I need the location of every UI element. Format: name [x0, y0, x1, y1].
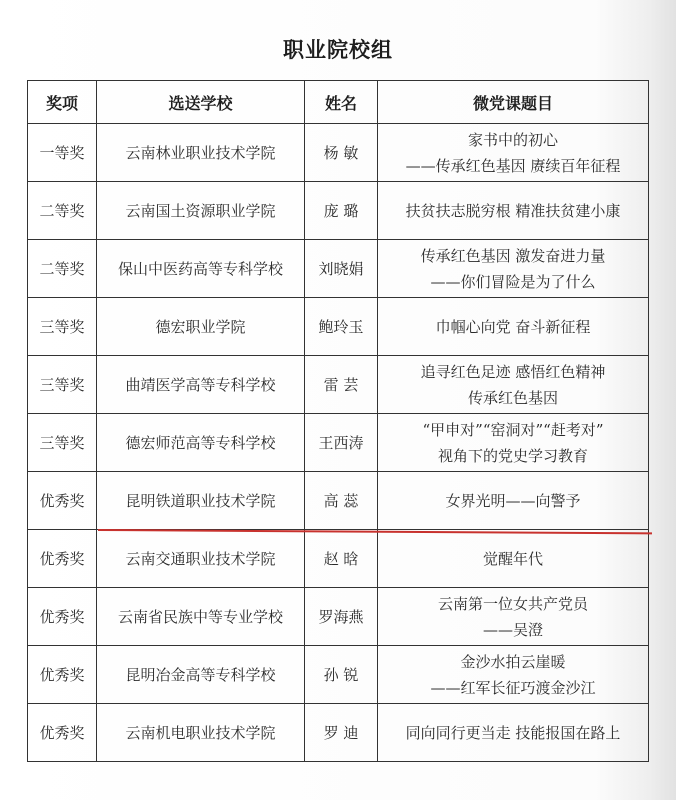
school-cell: 德宏职业学院 — [97, 298, 305, 356]
school-cell: 云南林业职业技术学院 — [97, 124, 305, 182]
topic-line: 女界光明——向警予 — [445, 491, 581, 510]
award-cell: 优秀奖 — [28, 646, 97, 704]
topic-cell — [378, 530, 649, 588]
name-cell: 杨 敏 — [305, 124, 378, 182]
school-cell: 曲靖医学高等专科学校 — [97, 356, 305, 414]
table-row — [28, 356, 649, 414]
table-row — [28, 704, 649, 762]
table-row — [28, 646, 649, 704]
award-cell: 三等奖 — [28, 414, 97, 472]
table-row — [28, 298, 649, 356]
header-topic: 微党课题目 — [378, 81, 649, 124]
topic-line: “甲申对”“窑洞对”“赶考对” — [422, 420, 604, 439]
page-title: 职业院校组 — [283, 38, 393, 62]
award-cell: 三等奖 — [28, 298, 97, 356]
school-cell: 德宏师范高等专科学校 — [97, 414, 305, 472]
topic-line: 家书中的初心 — [467, 130, 558, 149]
award-cell: 优秀奖 — [28, 472, 97, 530]
name-cell: 刘晓娟 — [305, 240, 378, 298]
table-body — [28, 124, 649, 762]
topic-cell — [378, 588, 649, 646]
school-cell: 云南机电职业技术学院 — [97, 704, 305, 762]
topic-cell — [378, 646, 649, 704]
table-row — [28, 588, 649, 646]
topic-cell — [378, 240, 649, 298]
topic-cell — [378, 472, 649, 530]
school-cell: 云南交通职业技术学院 — [97, 530, 305, 588]
topic-line: 传承红色基因 激发奋进力量 — [420, 246, 606, 265]
topic-line: 同向同行更当走 技能报国在路上 — [405, 723, 621, 742]
topic-line: 觉醒年代 — [482, 549, 543, 568]
table-row — [28, 530, 649, 588]
header-row — [28, 81, 649, 124]
header-name: 姓名 — [305, 81, 378, 124]
school-cell: 昆明铁道职业技术学院 — [97, 472, 305, 530]
topic-cell — [378, 704, 649, 762]
name-cell: 孙 锐 — [305, 646, 378, 704]
name-cell: 王西涛 — [305, 414, 378, 472]
table-row — [28, 182, 649, 240]
topic-cell — [378, 182, 649, 240]
table-row — [28, 240, 649, 298]
topic-line: 云南第一位女共产党员 — [437, 594, 588, 613]
school-cell: 云南国土资源职业学院 — [97, 182, 305, 240]
header-award: 奖项 — [28, 81, 97, 124]
topic-line: ——吴澄 — [482, 620, 543, 639]
topic-cell — [378, 356, 649, 414]
award-cell: 优秀奖 — [28, 530, 97, 588]
topic-line: ——传承红色基因 赓续百年征程 — [405, 156, 621, 175]
table-row — [28, 124, 649, 182]
award-cell: 三等奖 — [28, 356, 97, 414]
topic-cell — [378, 124, 649, 182]
name-cell: 罗海燕 — [305, 588, 378, 646]
name-cell: 鲍玲玉 — [305, 298, 378, 356]
name-cell: 雷 芸 — [305, 356, 378, 414]
award-cell: 二等奖 — [28, 240, 97, 298]
topic-line: 传承红色基因 — [467, 388, 558, 407]
topic-line: 巾帼心向党 奋斗新征程 — [435, 317, 591, 336]
award-cell: 优秀奖 — [28, 588, 97, 646]
topic-line: 追寻红色足迹 感悟红色精神 — [420, 362, 606, 381]
name-cell: 罗 迪 — [305, 704, 378, 762]
award-cell: 优秀奖 — [28, 704, 97, 762]
header-school: 选送学校 — [97, 81, 305, 124]
table-header — [28, 81, 649, 124]
topic-line: 金沙水拍云崖暖 — [460, 652, 566, 671]
table-row — [28, 472, 649, 530]
name-cell: 高 蕊 — [305, 472, 378, 530]
awards-table — [27, 80, 649, 762]
school-cell: 昆明冶金高等专科学校 — [97, 646, 305, 704]
school-cell: 保山中医药高等专科学校 — [97, 240, 305, 298]
topic-line: ——你们冒险是为了什么 — [430, 272, 596, 291]
topic-line: 扶贫扶志脱穷根 精准扶贫建小康 — [405, 201, 621, 220]
school-cell: 云南省民族中等专业学校 — [97, 588, 305, 646]
topic-cell — [378, 298, 649, 356]
award-cell: 二等奖 — [28, 182, 97, 240]
name-cell: 庞 璐 — [305, 182, 378, 240]
name-cell: 赵 晗 — [305, 530, 378, 588]
topic-line: ——红军长征巧渡金沙江 — [430, 678, 596, 697]
table-row — [28, 414, 649, 472]
award-cell: 一等奖 — [28, 124, 97, 182]
topic-line: 视角下的党史学习教育 — [437, 446, 588, 465]
topic-cell — [378, 414, 649, 472]
